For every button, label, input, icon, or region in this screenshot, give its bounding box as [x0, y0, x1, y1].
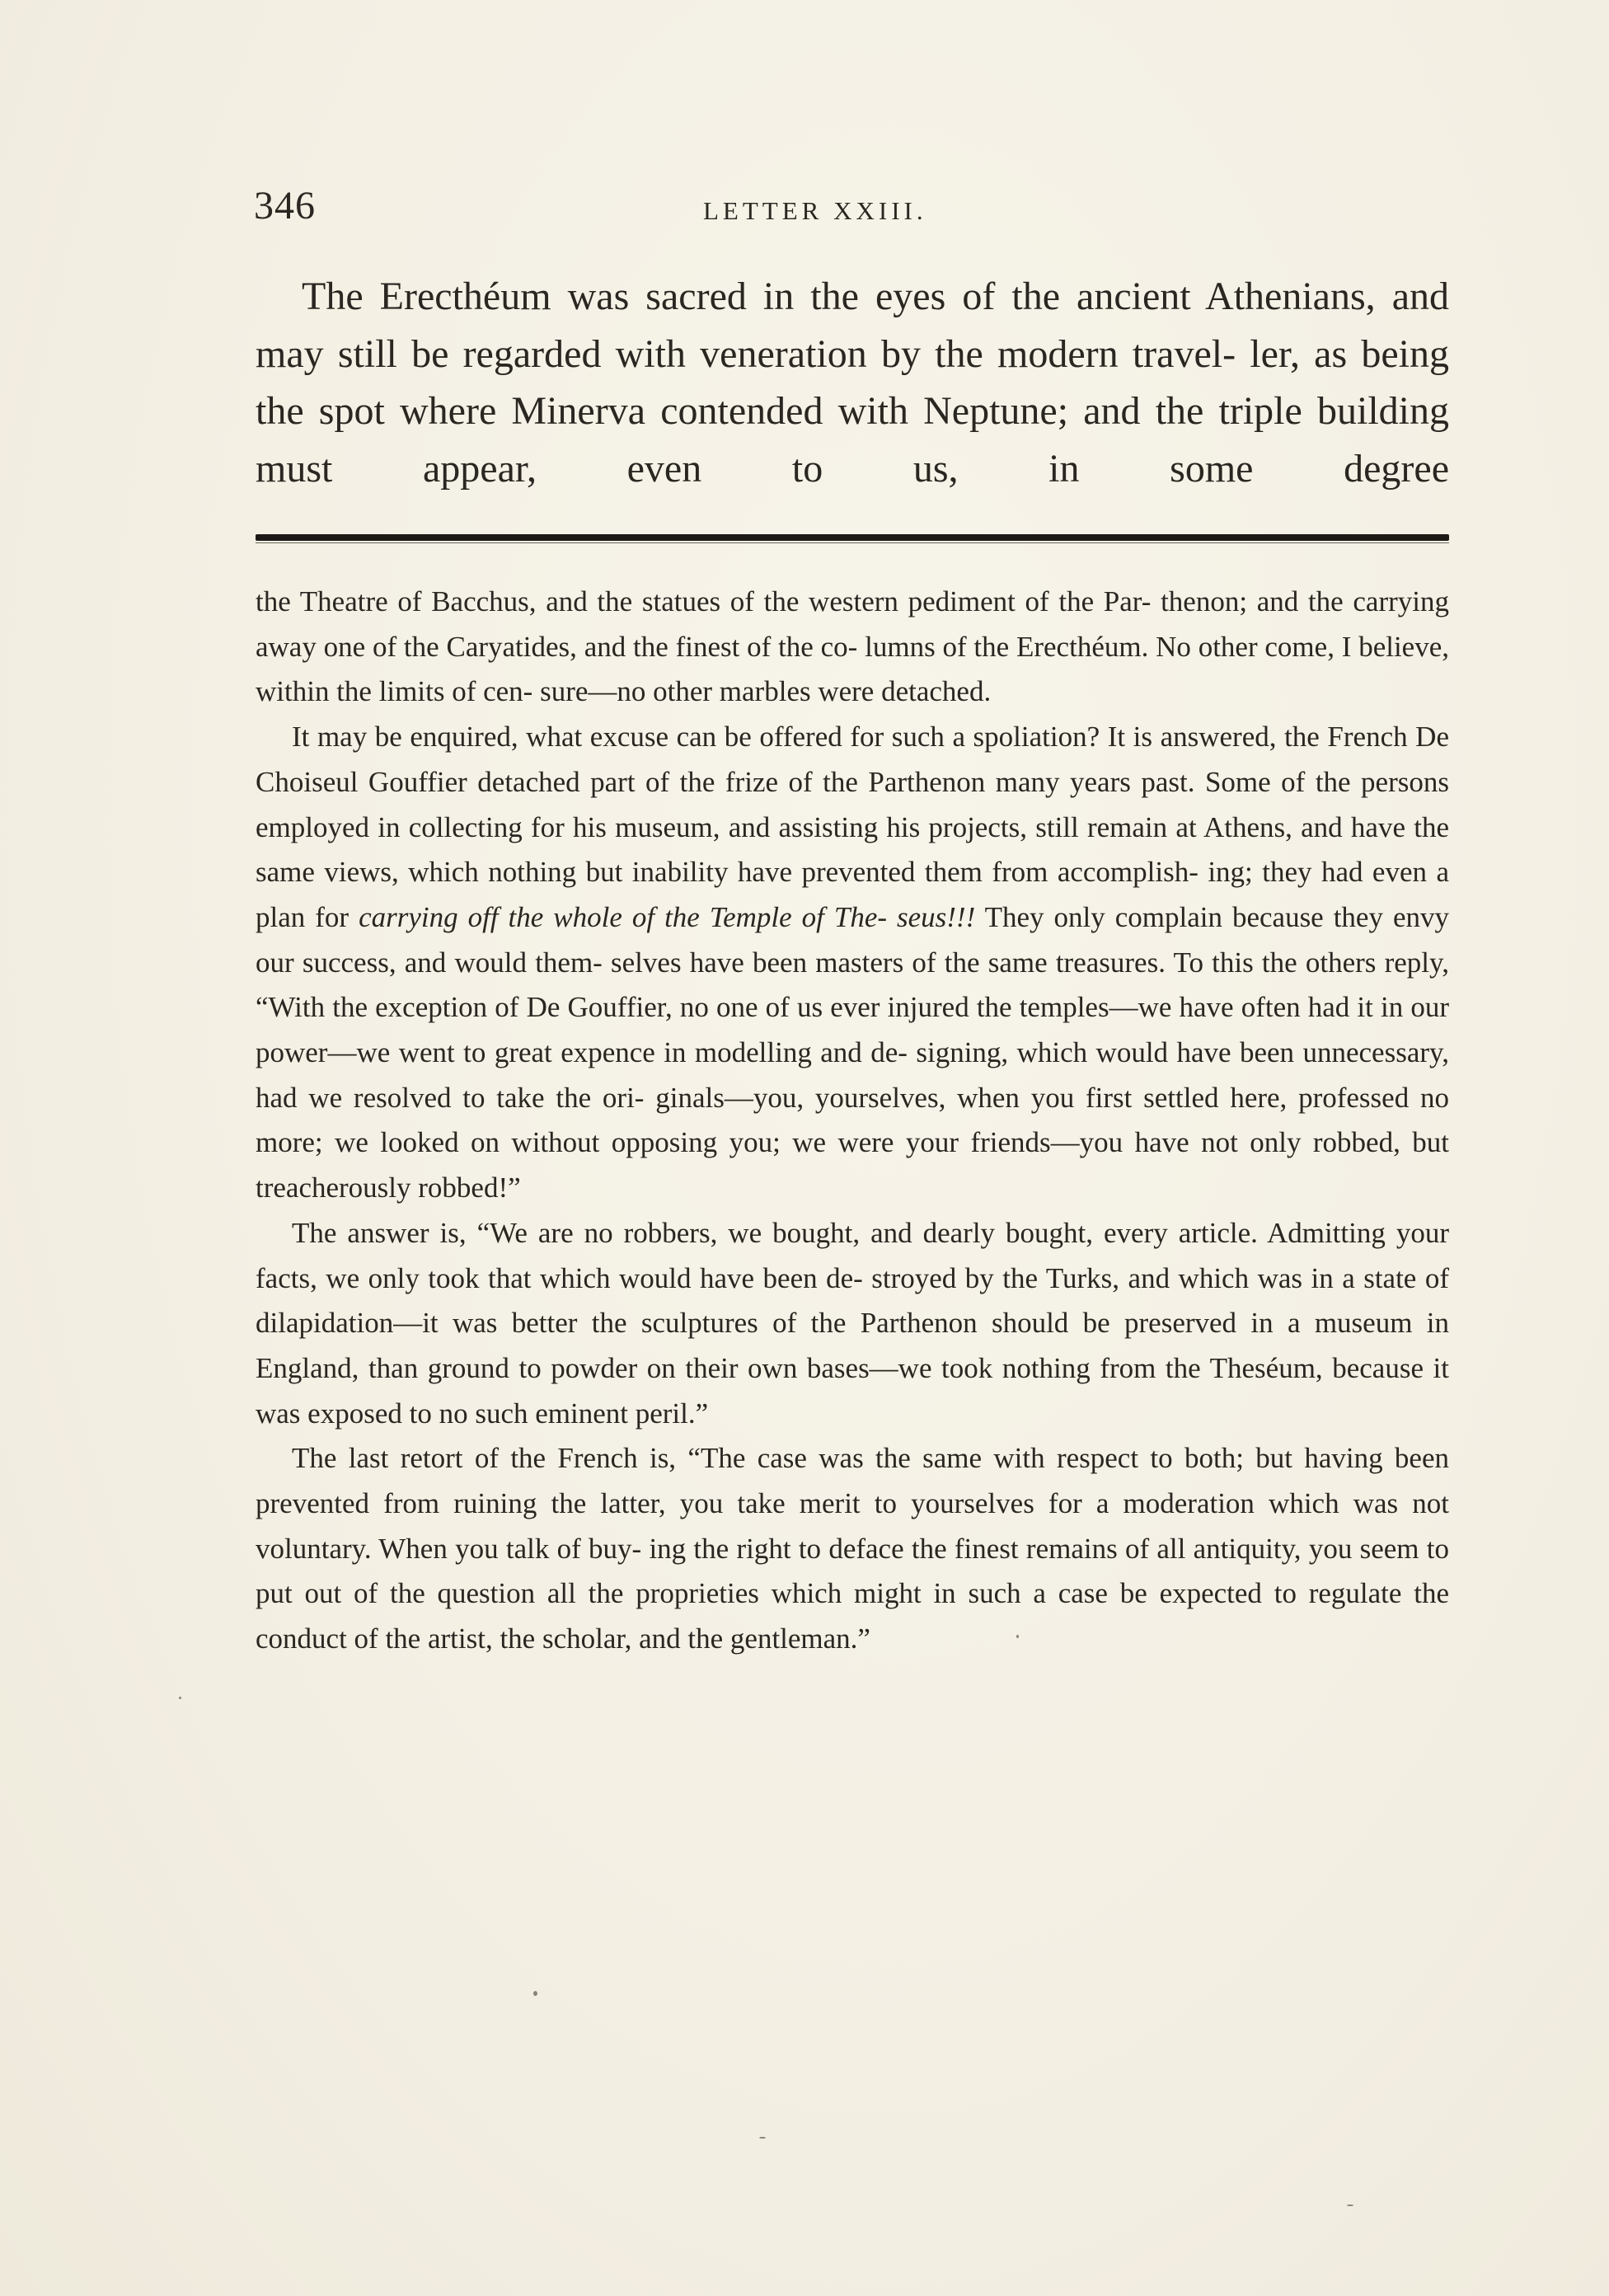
- footnote-p2-italic: carrying off the whole of the Temple of The- seus!!!: [359, 900, 976, 933]
- running-head: LETTER XXIII.: [703, 196, 927, 225]
- page-header: [254, 183, 1447, 241]
- footnote-rule: [256, 534, 1449, 541]
- paper-speck: [759, 2137, 766, 2139]
- paper-speck: [1347, 2204, 1353, 2206]
- footnote-paragraph-4: The last retort of the French is, “The case was the same with respect to both; but having been prevented from ruining the latter, you take merit to yourselves for a moderation which was not voluntary. When you talk of buy- ing the right to deface the finest remains of all antiquity, you seem to put out of the question all the proprieties which might in such a case be expected to regulate the conduct of the artist, the scholar, and the gentleman.”: [256, 1442, 1449, 1655]
- page-number: 346: [254, 184, 316, 228]
- paper-speck: [179, 1697, 181, 1699]
- paper-speck: [533, 1991, 537, 1996]
- main-paragraph: The Erecthéum was sacred in the eyes of the ancient Athenians, and may still be regarded with veneration by the modern travel- ler, as being the spot where Minerva contended with Neptune; and the triple building must appear, even to us, in some degree: [256, 275, 1449, 491]
- footnote-p2-text-after: They only complain because they envy our success, and would them- selves have been masters of the same treasures. To this the others reply, “With the exception of De Gouffier, no one of us ever injured the temples—we have often had it in our power—we went to great expence in modelling and de- signing, which would have been unnecessary, had we resolved to take the ori- ginals—you, yourselves, when you first settled here, professed no more; we looked on without opposing you; we were your friends—you have not only robbed, but treacherously robbed!”: [256, 900, 1449, 1204]
- main-text: [256, 268, 1449, 497]
- footnotes: [256, 580, 1449, 1662]
- footnote-paragraph-1: the Theatre of Bacchus, and the statues of the western pediment of the Par- thenon; and the carrying away one of the Caryatides, and the finest of the co- lumns of the Erecthéum. No other come, I believe, within the limits of cen- sure—no other marbles were detached.: [256, 585, 1449, 708]
- paper-speck: [1016, 1635, 1019, 1638]
- footnote-paragraph-3: The answer is, “We are no robbers, we bought, and dearly bought, every article. Admitting your facts, we only took that which would have been de- stroyed by the Turks, and which was in a state of dilapidation—it was better the sculptures of the Parthenon should be preserved in a museum in England, than ground to powder on their own bases—we took nothing from the Theséum, because it was exposed to no such eminent peril.”: [256, 1216, 1449, 1430]
- footnote-p2-text-before: It may be enquired, what excuse can be offered for such a spoliation? It is answered, the French De Choiseul Gouffier detached part of the frize of the Parthenon many years past. Some of the persons employed in collecting for his museum, and assisting his projects, still remain at Athens, and have the same views, which nothing but inability have prevented them from accomplish- ing; they had even a plan for: [256, 721, 1449, 933]
- footnote-paragraph-2: [256, 715, 1449, 1211]
